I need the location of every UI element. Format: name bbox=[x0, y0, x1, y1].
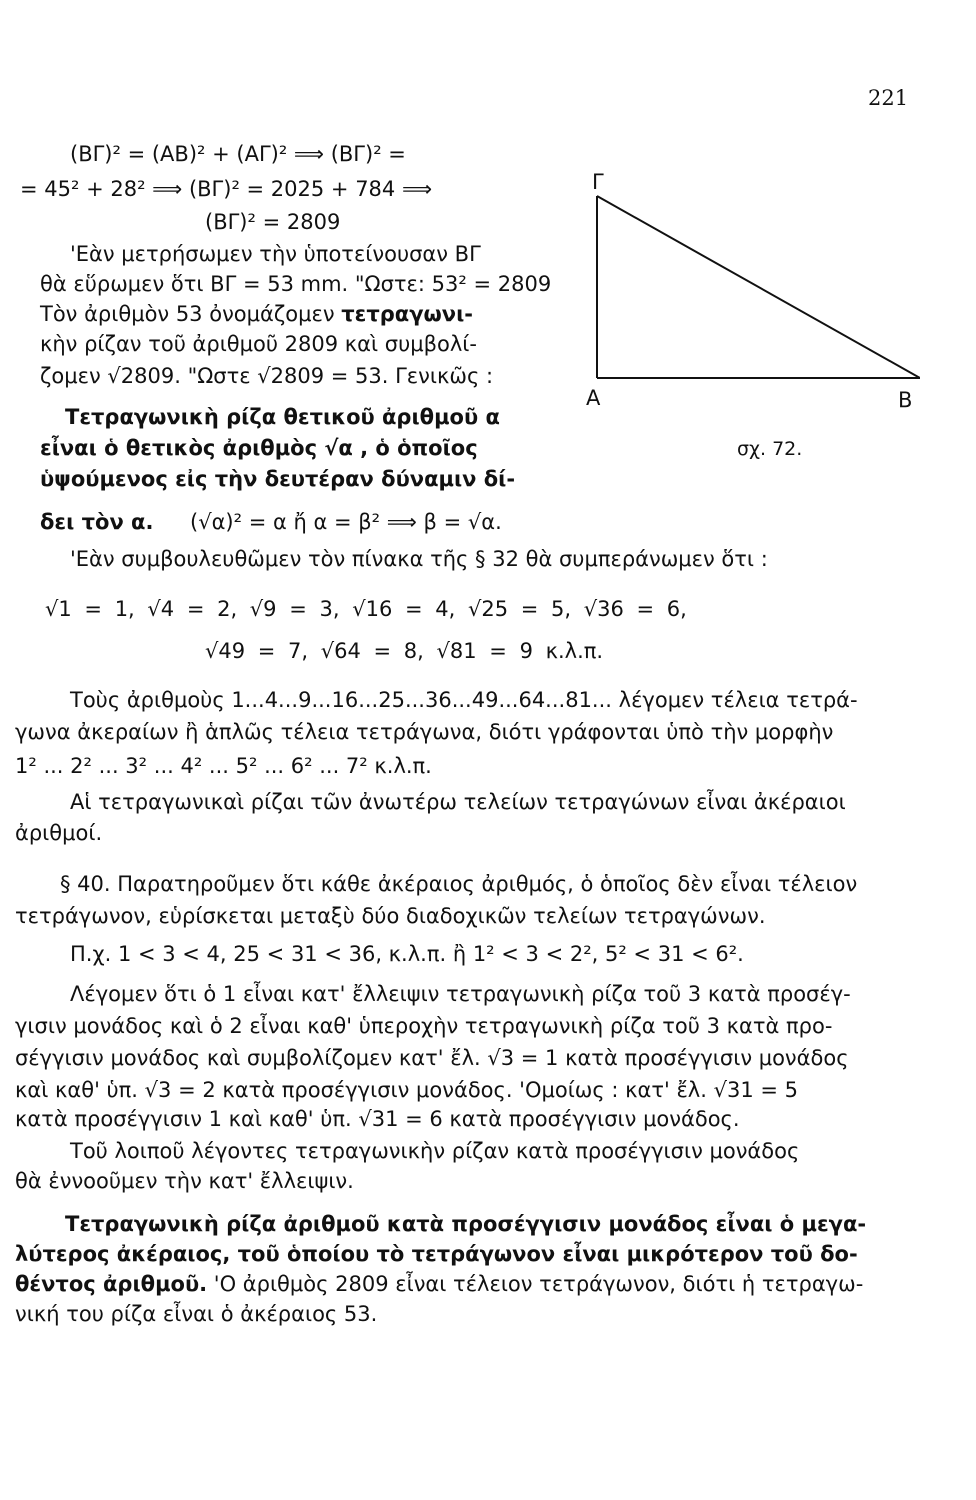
text-line: τετράγωνον, εὑρίσκεται μεταξὺ δύο διαδοχικῶν τελείων τετραγώνων. bbox=[15, 904, 766, 928]
final-definition-line: λύτερος ἀκέραιος, τοῦ ὁποίου τὸ τετράγωνον εἶναι μικρότερον τοῦ δο- bbox=[15, 1242, 858, 1266]
text-line: θὰ ἐννοοῦμεν τὴν κατ' ἔλλειψιν. bbox=[15, 1169, 354, 1193]
text-span: 'Ο ἀριθμὸς 2809 εἶναι τέλειον τετράγωνον, διότι ἡ τετραγω- bbox=[207, 1272, 864, 1296]
right-triangle-figure bbox=[575, 168, 920, 408]
text-line: σέγγισιν μονάδος καὶ συμβολίζομεν κατ' ἔλ. √3 = 1 κατὰ προσέγγισιν μονάδος bbox=[15, 1046, 849, 1070]
section-40-line: § 40. Παρατηροῦμεν ὅτι κάθε ἀκέραιος ἀριθμός, ὁ ὁποῖος δὲν εἶναι τέλειον bbox=[60, 872, 858, 896]
text-line: 1² ... 2² ... 3² ... 4² ... 5² ... 6² ... 7² κ.λ.π. bbox=[15, 754, 432, 778]
text-line: κατὰ προσέγγισιν 1 καὶ καθ' ὑπ. √31 = 6 κατὰ προσέγγισιν μονάδος. bbox=[15, 1107, 740, 1131]
roots-line-2: √49 = 7, √64 = 8, √81 = 9 κ.λ.π. bbox=[205, 639, 604, 663]
roots-line-1: √1 = 1, √4 = 2, √9 = 3, √16 = 4, √25 = 5, √36 = 6, bbox=[45, 597, 687, 621]
text-span: κὴν ρίζαν τοῦ ἀριθμοῦ 2809 καὶ συμβολί- bbox=[40, 332, 477, 356]
equation-line-2: = 45² + 28² ⟹ (ΒΓ)² = 2025 + 784 ⟹ bbox=[20, 177, 433, 201]
equation-line-1: (ΒΓ)² = (ΑΒ)² + (ΑΓ)² ⟹ (ΒΓ)² = bbox=[70, 142, 406, 166]
text-line: γωνα ἀκεραίων ἢ ἁπλῶς τέλεια τετράγωνα, διότι γράφονται ὑπὸ τὴν μορφὴν bbox=[15, 720, 834, 744]
text-line: θὰ εὕρωμεν ὅτι ΒΓ = 53 mm. "Ωστε: 53² = 2809 bbox=[40, 272, 552, 296]
equation-line-3: (ΒΓ)² = 2809 bbox=[205, 210, 341, 234]
definition-line: εἶναι ὁ θετικὸς ἀριθμὸς √α , ὁ ὁποῖος bbox=[40, 436, 478, 460]
text-line: γισιν μονάδος καὶ ὁ 2 εἶναι καθ' ὑπεροχὴν τετραγωνικὴ ρίζα τοῦ 3 κατὰ προ- bbox=[15, 1014, 833, 1038]
text-line: ἀριθμοί. bbox=[15, 821, 103, 845]
inequality-line: Π.χ. 1 < 3 < 4, 25 < 31 < 36, κ.λ.π. ἢ 1² < 3 < 2², 5² < 31 < 6². bbox=[70, 942, 744, 966]
vertex-label-beta: Β bbox=[898, 388, 913, 412]
text-span: Τὸν ἀριθμὸν 53 ὀνομάζομεν bbox=[40, 302, 335, 326]
bold-term: θέντος ἀριθμοῦ. bbox=[15, 1272, 208, 1296]
text-line: Λέγομεν ὅτι ὁ 1 εἶναι κατ' ἔλλειψιν τετραγωνικὴ ρίζα τοῦ 3 κατὰ προσέγ- bbox=[70, 982, 851, 1006]
text-line: Τοῦ λοιποῦ λέγοντες τετραγωνικὴν ρίζαν κατὰ προσέγγισιν μονάδος bbox=[70, 1139, 800, 1163]
final-definition-line: Τετραγωνικὴ ρίζα ἀριθμοῦ κατὰ προσέγγισιν μονάδος εἶναι ὁ μεγα- bbox=[65, 1212, 867, 1236]
text-line: νική του ρίζα εἶναι ὁ ἀκέραιος 53. bbox=[15, 1302, 378, 1326]
text-line bbox=[40, 330, 477, 358]
page-number: 221 bbox=[868, 86, 909, 110]
figure-caption: σχ. 72. bbox=[737, 438, 803, 460]
text-line bbox=[40, 300, 473, 328]
text-line: καὶ καθ' ὑπ. √3 = 2 κατὰ προσέγγισιν μονάδος. 'Ομοίως : κατ' ἔλ. √31 = 5 bbox=[15, 1078, 798, 1102]
final-mixed-line bbox=[15, 1270, 863, 1298]
vertex-label-gamma: Γ bbox=[592, 170, 604, 194]
text-line: ζομεν √2809. "Ωστε √2809 = 53. Γενικῶς : bbox=[40, 364, 494, 388]
vertex-label-alpha: Α bbox=[586, 386, 601, 410]
text-line: Τοὺς ἀριθμοὺς 1...4...9...16...25...36...49...64...81... λέγομεν τέλεια τετρά- bbox=[70, 688, 858, 712]
definition-line: ὑψούμενος εἰς τὴν δευτέραν δύναμιν δί- bbox=[40, 467, 516, 491]
side-beta-gamma bbox=[597, 196, 920, 378]
text-line: Αἱ τετραγωνικαὶ ρίζαι τῶν ἀνωτέρω τελείων τετραγώνων εἶναι ἀκέραιοι bbox=[70, 790, 846, 814]
definition-line: Τετραγωνικὴ ρίζα θετικοῦ ἀριθμοῦ α bbox=[65, 405, 500, 429]
bold-term: τετραγωνι- bbox=[341, 302, 473, 326]
text-line: 'Εὰν μετρήσωμεν τὴν ὑποτείνουσαν ΒΓ bbox=[70, 242, 481, 266]
definition-line: δει τὸν α. bbox=[40, 510, 154, 534]
definition-formula: (√α)² = α ἤ α = β² ⟹ β = √α. bbox=[190, 510, 502, 534]
text-line: 'Εὰν συμβουλευθῶμεν τὸν πίνακα τῆς § 32 θὰ συμπεράνωμεν ὅτι : bbox=[70, 547, 768, 571]
